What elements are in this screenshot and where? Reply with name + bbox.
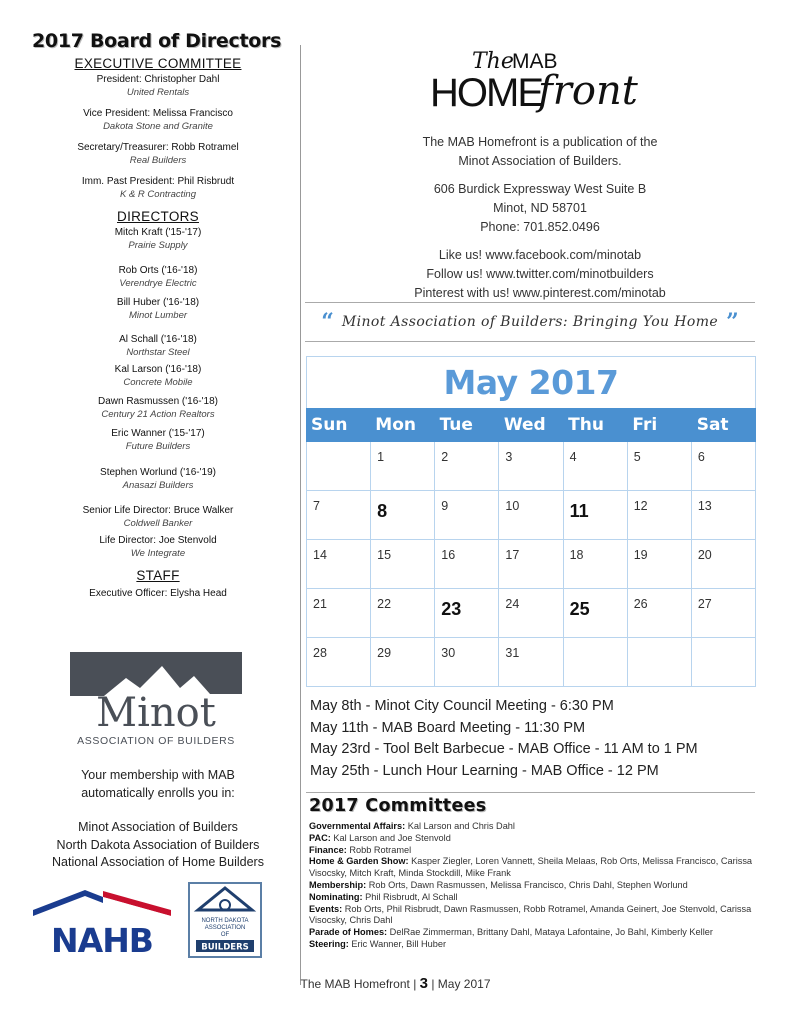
footer-publication: The MAB Homefront |	[300, 977, 417, 991]
event-item: May 23rd - Tool Belt Barbecue - MAB Office - 11 AM to 1 PM	[310, 741, 698, 757]
board-member	[20, 264, 296, 290]
board-member	[20, 534, 296, 560]
member-name: Dawn Rasmussen ('16-'18)	[98, 396, 218, 407]
committee-members: DelRae Zimmerman, Brittany Dahl, Mataya Lafontaine, Jo Bahl, Kimberly Keller	[387, 927, 713, 938]
board-member	[20, 504, 296, 530]
committee-item	[309, 927, 759, 939]
committee-name: Parade of Homes:	[309, 927, 388, 938]
masthead-front: front	[538, 68, 638, 114]
board-member	[20, 107, 296, 133]
pinterest-link[interactable]: Pinterest with us! www.pinterest.com/minotab	[414, 286, 666, 300]
member-company: Concrete Mobile	[123, 377, 193, 388]
board-member	[20, 141, 296, 167]
ndab-line: NORTH DAKOTA	[201, 918, 249, 924]
member-name: Stephen Worlund ('16-'19)	[100, 467, 216, 478]
open-quote-icon: “	[321, 309, 334, 335]
page-number: 3	[419, 975, 428, 992]
executive-committee	[20, 56, 296, 201]
calendar-grid	[306, 442, 756, 687]
board-member	[20, 226, 296, 252]
calendar-day-9: 9	[435, 491, 499, 540]
event-item: May 8th - Minot City Council Meeting - 6:30 PM	[310, 698, 614, 714]
calendar-day-26: 26	[628, 589, 692, 638]
membership-note	[20, 766, 296, 802]
committee-name: PAC:	[309, 832, 331, 843]
calendar-empty-cell	[564, 638, 628, 687]
calendar-day-2: 2	[435, 442, 499, 491]
calendar-day-1: 1	[371, 442, 435, 491]
ndab-line: OF	[220, 932, 230, 938]
committee-item	[309, 856, 759, 880]
board-member	[20, 427, 296, 453]
calendar-day-22: 22	[371, 589, 435, 638]
calendar-day-12: 12	[628, 491, 692, 540]
committee-name: Steering:	[309, 938, 349, 949]
phone-line: Phone: 701.852.0496	[480, 220, 600, 234]
member-name: Senior Life Director: Bruce Walker	[82, 505, 234, 516]
calendar-day-28: 28	[307, 638, 371, 687]
membership-line: automatically enrolls you in:	[81, 786, 235, 800]
calendar-empty-cell	[628, 638, 692, 687]
calendar-day-24: 24	[499, 589, 563, 638]
calendar-empty-cell	[307, 442, 371, 491]
board-title: 2017 Board of Directors	[32, 30, 282, 52]
ndab-line: ASSOCIATION	[204, 925, 246, 931]
association-list	[20, 819, 296, 872]
committee-item	[309, 904, 759, 928]
staff-heading: STAFF	[136, 568, 180, 583]
board-member	[20, 296, 296, 322]
calendar-day-3: 3	[499, 442, 563, 491]
association-item: National Association of Home Builders	[52, 855, 264, 869]
calendar-day-16: 16	[435, 540, 499, 589]
calendar-day-23: 23	[435, 589, 499, 638]
calendar-day-21: 21	[307, 589, 371, 638]
column-divider	[300, 45, 301, 985]
member-company: Future Builders	[125, 441, 191, 452]
may-calendar	[306, 356, 756, 687]
nd-association-of-builders-logo	[188, 882, 262, 958]
masthead-mab: MAB	[512, 50, 558, 73]
member-name: Imm. Past President: Phil Risbrudt	[81, 176, 235, 187]
committee-name: Home & Garden Show:	[309, 856, 409, 867]
member-name: Mitch Kraft ('15-'17)	[114, 227, 202, 238]
calendar-weekday-header	[306, 408, 756, 442]
calendar-day-30: 30	[435, 638, 499, 687]
ndab-builders: BUILDERS	[201, 942, 249, 953]
member-name: Secretary/Treasurer: Robb Rotramel	[77, 142, 239, 153]
staff-member: Executive Officer: Elysha Head	[89, 588, 227, 599]
address-line: 606 Burdick Expressway West Suite B	[433, 182, 647, 196]
association-item: Minot Association of Builders	[78, 820, 238, 834]
calendar-day-25: 25	[564, 589, 628, 638]
calendar-empty-cell	[692, 638, 756, 687]
committee-members: Kasper Ziegler, Loren Vannett, Sheila Melaas, Rob Orts, Melissa Francisco, Carissa Visocsky, Mitch Kraft, Minda Stockdill, Mike Frank	[309, 856, 753, 879]
address-line: Minot, ND 58701	[493, 201, 587, 215]
member-company: Century 21 Action Realtors	[101, 409, 215, 420]
about-line: The MAB Homefront is a publication of the	[422, 135, 658, 149]
page-footer	[0, 975, 791, 992]
minot-logo-word: Minot	[96, 690, 216, 736]
weekday-fri: Fri	[632, 415, 658, 435]
masthead-home: HOME	[430, 71, 542, 115]
committee-members: Rob Orts, Dawn Rasmussen, Melissa Francisco, Chris Dahl, Stephen Worlund	[366, 879, 688, 890]
committee-item	[309, 821, 759, 833]
weekday-thu: Thu	[568, 415, 604, 435]
masthead-the: The	[472, 49, 514, 74]
calendar-day-8: 8	[371, 491, 435, 540]
board-member	[20, 73, 296, 99]
committee-name: Events:	[309, 903, 343, 914]
homefront-masthead	[430, 40, 645, 135]
event-item: May 11th - MAB Board Meeting - 11:30 PM	[310, 719, 586, 736]
committee-members: Rob Orts, Phil Risbrudt, Dawn Rasmussen, Robb Rotramel, Amanda Geinert, Joe Stenvold, Carissa Visocsky, Chris Dahl	[309, 903, 752, 926]
member-company: Verendrye Electric	[119, 278, 197, 289]
member-company: United Rentals	[126, 87, 190, 98]
calendar-day-18: 18	[564, 540, 628, 589]
twitter-link[interactable]: Follow us! www.twitter.com/minotbuilders	[426, 267, 654, 281]
minot-association-logo	[70, 652, 242, 748]
tagline-bottom-rule	[305, 341, 755, 342]
member-company: Minot Lumber	[128, 310, 188, 321]
facebook-link[interactable]: Like us! www.facebook.com/minotab	[438, 248, 642, 262]
nahb-logo	[33, 888, 171, 954]
committee-name: Membership:	[309, 879, 367, 890]
event-item: May 25th - Lunch Hour Learning - MAB Office - 12 PM	[310, 762, 659, 779]
committee-members: Robb Rotramel	[346, 844, 412, 855]
member-company: Northstar Steel	[126, 347, 190, 358]
calendar-day-13: 13	[692, 491, 756, 540]
calendar-day-10: 10	[499, 491, 563, 540]
event-list	[310, 696, 760, 782]
calendar-day-29: 29	[371, 638, 435, 687]
association-item: North Dakota Association of Builders	[56, 837, 260, 852]
member-name: Rob Orts ('16-'18)	[118, 265, 198, 276]
committee-item	[309, 892, 759, 904]
calendar-day-4: 4	[564, 442, 628, 491]
board-member	[20, 333, 296, 359]
committees-title: 2017 Committees	[309, 796, 487, 816]
directors-list	[20, 226, 296, 560]
weekday-wed: Wed	[503, 415, 546, 435]
nahb-logo-text: NAHB	[51, 921, 153, 954]
tagline-top-rule	[305, 302, 755, 303]
committee-members: Eric Wanner, Bill Huber	[348, 938, 447, 949]
calendar-day-14: 14	[307, 540, 371, 589]
tagline-text: Minot Association of Builders: Bringing You Home	[341, 314, 719, 330]
calendar-day-5: 5	[628, 442, 692, 491]
calendar-day-31: 31	[499, 638, 563, 687]
board-member	[20, 363, 296, 389]
member-name: President: Christopher Dahl	[96, 74, 220, 85]
footer-date: | May 2017	[431, 977, 491, 991]
board-member	[20, 395, 296, 421]
member-name: Al Schall ('16-'18)	[119, 334, 197, 345]
board-member	[20, 175, 296, 201]
calendar-day-15: 15	[371, 540, 435, 589]
committee-name: Governmental Affairs:	[309, 821, 406, 831]
member-name: Vice President: Melissa Francisco	[83, 108, 233, 119]
member-company: We Integrate	[130, 548, 186, 559]
close-quote-icon: ”	[726, 309, 739, 335]
weekday-tue: Tue	[439, 415, 473, 435]
weekday-sun: Sun	[311, 415, 348, 435]
member-company: Anasazi Builders	[122, 480, 194, 491]
calendar-day-27: 27	[692, 589, 756, 638]
committee-name: Finance:	[309, 844, 347, 855]
board-member	[20, 466, 296, 492]
member-name: Kal Larson ('16-'18)	[114, 364, 202, 375]
calendar-title: May 2017	[306, 356, 756, 408]
committees-top-rule	[306, 792, 755, 793]
calendar-day-6: 6	[692, 442, 756, 491]
committee-name: Nominating:	[309, 891, 363, 902]
executive-list	[20, 73, 296, 201]
committees-section	[309, 796, 759, 951]
member-company: Coldwell Banker	[123, 518, 193, 529]
tagline-banner	[305, 306, 755, 338]
committee-item	[309, 939, 759, 951]
calendar-day-20: 20	[692, 540, 756, 589]
member-company: Prairie Supply	[128, 240, 188, 251]
committee-members: Kal Larson and Chris Dahl	[405, 821, 515, 831]
calendar-day-7: 7	[307, 491, 371, 540]
calendar-day-11: 11	[564, 491, 628, 540]
member-name: Bill Huber ('16-'18)	[116, 297, 200, 308]
membership-line: Your membership with MAB	[81, 768, 235, 782]
nahb-roof-flag-icon	[33, 890, 171, 922]
weekday-sat: Sat	[696, 415, 729, 435]
executive-committee-heading: EXECUTIVE COMMITTEE	[74, 56, 242, 71]
directors-section	[20, 209, 296, 560]
board-of-directors	[20, 30, 296, 600]
member-company: Real Builders	[129, 155, 187, 166]
member-company: K & R Contracting	[119, 189, 197, 200]
publication-info	[335, 133, 745, 312]
calendar-day-19: 19	[628, 540, 692, 589]
member-name: Life Director: Joe Stenvold	[99, 535, 217, 546]
about-line: Minot Association of Builders.	[458, 154, 622, 168]
directors-heading: DIRECTORS	[117, 209, 199, 224]
committee-members: Phil Risbrudt, Al Schall	[362, 891, 458, 902]
committee-item	[309, 833, 759, 845]
committee-item	[309, 845, 759, 857]
weekday-mon: Mon	[375, 415, 416, 435]
committee-item	[309, 880, 759, 892]
committees-list	[309, 821, 759, 951]
minot-logo-sub: ASSOCIATION OF BUILDERS	[77, 735, 235, 747]
calendar-day-17: 17	[499, 540, 563, 589]
member-company: Dakota Stone and Granite	[103, 121, 213, 132]
member-name: Eric Wanner ('15-'17)	[111, 428, 205, 439]
committee-members: Kal Larson and Joe Stenvold	[330, 832, 451, 843]
